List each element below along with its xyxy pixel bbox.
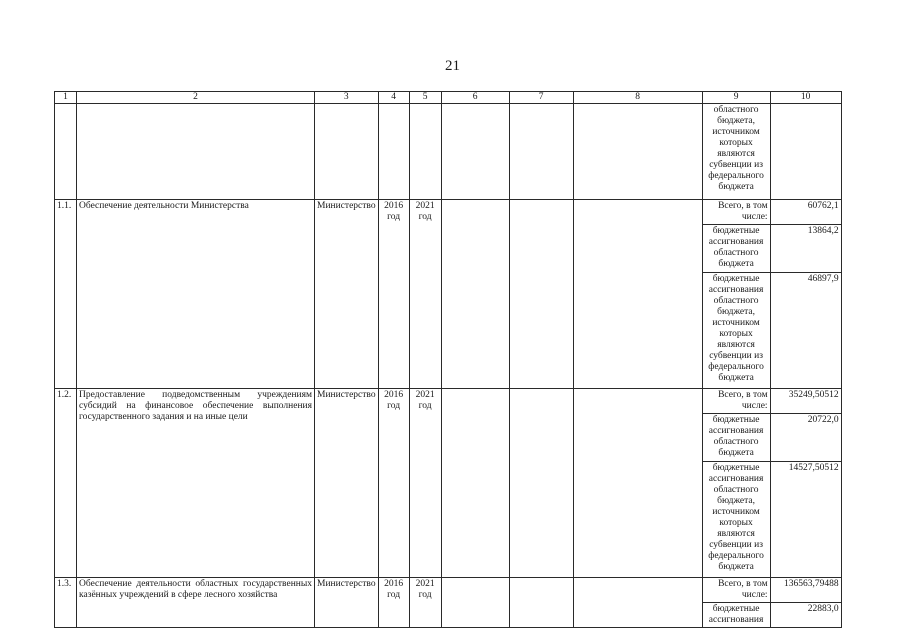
funding-source: Всего, в том числе: [702,578,770,603]
program-table [54,91,842,628]
funding-source: Всего, в том числе: [702,389,770,414]
funding-source: бюджетные ассигнования областного бюджета, источником которых являются субвенции из федерального бюджета [702,273,770,389]
header-row [55,92,842,104]
row-number: 1.3. [55,578,77,628]
row-name: Предоставление подведомственным учреждениям субсидий на финансовое обеспечение выполнения государственного задания и на иные цели [77,389,315,578]
header-cell: 6 [441,92,509,104]
funding-value: 14527,50512 [770,462,841,578]
header-cell: 3 [315,92,379,104]
funding-value: 20722,0 [770,414,841,462]
row-end: 2021 год [409,200,441,389]
header-cell: 4 [378,92,409,104]
header-cell: 9 [702,92,770,104]
page-number: 21 [445,58,460,74]
row-start: 2016 год [378,389,409,578]
funding-source: бюджетные ассигнования областного бюджета [702,414,770,462]
row-executor: Министерство [315,389,379,578]
row-executor: Министерство [315,200,379,389]
funding-value: 136563,79488 [770,578,841,603]
row-start: 2016 год [378,578,409,628]
row-name: Обеспечение деятельности областных государственных казённых учреждений в сфере лесного хозяйства [77,578,315,628]
row-start: 2016 год [378,200,409,389]
table-row [55,578,842,603]
table-row [55,389,842,414]
table-row [55,200,842,225]
funding-value: 46897,9 [770,273,841,389]
continuation-row [55,104,842,200]
header-cell: 5 [409,92,441,104]
funding-value: 35249,50512 [770,389,841,414]
row-number: 1.1. [55,200,77,389]
funding-source: бюджетные ассигнования областного бюджета, источником которых являются субвенции из федерального бюджета [702,462,770,578]
funding-source: областного бюджета, источником которых являются субвенции из федерального бюджета [702,104,770,200]
funding-source: бюджетные ассигнования [702,603,770,628]
row-end: 2021 год [409,389,441,578]
funding-value: 22883,0 [770,603,841,628]
row-number: 1.2. [55,389,77,578]
header-cell: 8 [573,92,702,104]
header-cell: 7 [509,92,573,104]
funding-value: 13864,2 [770,225,841,273]
header-cell: 10 [770,92,841,104]
funding-value: 60762,1 [770,200,841,225]
row-executor: Министерство [315,578,379,628]
row-name: Обеспечение деятельности Министерства [77,200,315,389]
row-end: 2021 год [409,578,441,628]
header-cell: 1 [55,92,77,104]
header-cell: 2 [77,92,315,104]
funding-source: Всего, в том числе: [702,200,770,225]
funding-source: бюджетные ассигнования областного бюджета [702,225,770,273]
